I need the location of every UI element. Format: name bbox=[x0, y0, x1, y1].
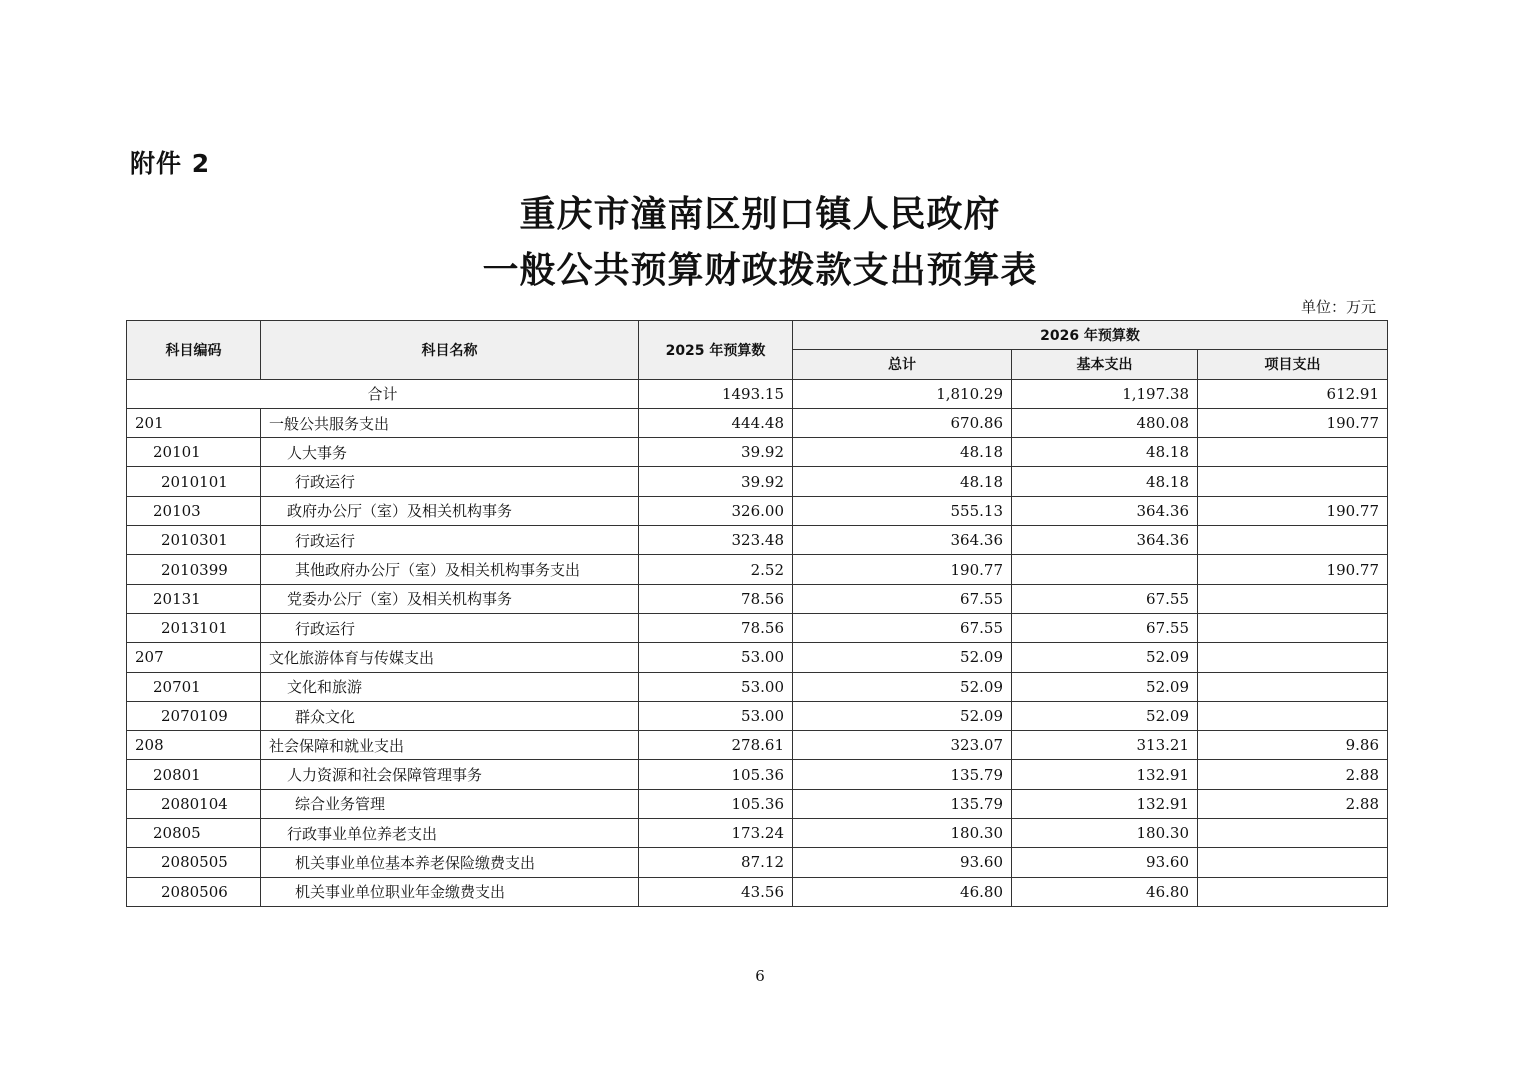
cell-name: 政府办公厅（室）及相关机构事务 bbox=[261, 496, 639, 525]
table-row bbox=[127, 643, 1388, 672]
cell-total: 52.09 bbox=[793, 701, 1012, 730]
cell-basic: 132.91 bbox=[1012, 760, 1198, 789]
cell-code: 2010301 bbox=[127, 526, 261, 555]
cell-budget-2025: 2.52 bbox=[639, 555, 793, 584]
total-project: 612.91 bbox=[1198, 379, 1388, 408]
header-name: 科目名称 bbox=[261, 321, 639, 380]
cell-total: 180.30 bbox=[793, 819, 1012, 848]
cell-basic: 364.36 bbox=[1012, 496, 1198, 525]
cell-code: 207 bbox=[127, 643, 261, 672]
cell-project bbox=[1198, 526, 1388, 555]
table-row bbox=[127, 555, 1388, 584]
cell-code: 208 bbox=[127, 731, 261, 760]
cell-code: 20101 bbox=[127, 438, 261, 467]
table-row bbox=[127, 760, 1388, 789]
cell-budget-2025: 173.24 bbox=[639, 819, 793, 848]
cell-budget-2025: 444.48 bbox=[639, 408, 793, 437]
cell-basic: 48.18 bbox=[1012, 438, 1198, 467]
table-row bbox=[127, 467, 1388, 496]
cell-budget-2025: 53.00 bbox=[639, 701, 793, 730]
cell-code: 2080506 bbox=[127, 877, 261, 906]
table-row bbox=[127, 496, 1388, 525]
cell-basic: 52.09 bbox=[1012, 672, 1198, 701]
cell-basic: 67.55 bbox=[1012, 613, 1198, 642]
cell-code: 20103 bbox=[127, 496, 261, 525]
cell-budget-2025: 53.00 bbox=[639, 643, 793, 672]
cell-total: 93.60 bbox=[793, 848, 1012, 877]
cell-basic: 132.91 bbox=[1012, 789, 1198, 818]
cell-project bbox=[1198, 848, 1388, 877]
table-row bbox=[127, 701, 1388, 730]
cell-total: 46.80 bbox=[793, 877, 1012, 906]
table-row bbox=[127, 731, 1388, 760]
cell-basic: 313.21 bbox=[1012, 731, 1198, 760]
cell-project: 190.77 bbox=[1198, 408, 1388, 437]
total-budget-2025: 1493.15 bbox=[639, 379, 793, 408]
cell-budget-2025: 39.92 bbox=[639, 438, 793, 467]
cell-project bbox=[1198, 701, 1388, 730]
cell-total: 135.79 bbox=[793, 760, 1012, 789]
table-body bbox=[127, 379, 1388, 906]
table-row bbox=[127, 584, 1388, 613]
cell-name: 其他政府办公厅（室）及相关机构事务支出 bbox=[261, 555, 639, 584]
cell-basic: 364.36 bbox=[1012, 526, 1198, 555]
cell-total: 190.77 bbox=[793, 555, 1012, 584]
cell-project: 190.77 bbox=[1198, 555, 1388, 584]
cell-total: 48.18 bbox=[793, 438, 1012, 467]
table-row bbox=[127, 408, 1388, 437]
cell-code: 20701 bbox=[127, 672, 261, 701]
cell-budget-2025: 53.00 bbox=[639, 672, 793, 701]
cell-name: 行政运行 bbox=[261, 526, 639, 555]
cell-name: 机关事业单位基本养老保险缴费支出 bbox=[261, 848, 639, 877]
cell-budget-2025: 87.12 bbox=[639, 848, 793, 877]
cell-name: 机关事业单位职业年金缴费支出 bbox=[261, 877, 639, 906]
cell-code: 2010399 bbox=[127, 555, 261, 584]
cell-total: 323.07 bbox=[793, 731, 1012, 760]
cell-basic: 46.80 bbox=[1012, 877, 1198, 906]
cell-name: 行政运行 bbox=[261, 467, 639, 496]
cell-total: 135.79 bbox=[793, 789, 1012, 818]
header-total: 总计 bbox=[793, 350, 1012, 379]
cell-name: 社会保障和就业支出 bbox=[261, 731, 639, 760]
budget-table bbox=[126, 320, 1388, 907]
cell-project bbox=[1198, 877, 1388, 906]
cell-budget-2025: 78.56 bbox=[639, 613, 793, 642]
cell-project: 2.88 bbox=[1198, 789, 1388, 818]
table-row bbox=[127, 789, 1388, 818]
cell-name: 群众文化 bbox=[261, 701, 639, 730]
header-code: 科目编码 bbox=[127, 321, 261, 380]
cell-code: 2080104 bbox=[127, 789, 261, 818]
cell-total: 555.13 bbox=[793, 496, 1012, 525]
cell-project: 2.88 bbox=[1198, 760, 1388, 789]
cell-basic bbox=[1012, 555, 1198, 584]
document-title-line2: 一般公共预算财政拨款支出预算表 bbox=[482, 249, 1038, 291]
cell-name: 综合业务管理 bbox=[261, 789, 639, 818]
cell-basic: 67.55 bbox=[1012, 584, 1198, 613]
cell-name: 行政运行 bbox=[261, 613, 639, 642]
cell-code: 201 bbox=[127, 408, 261, 437]
cell-code: 2010101 bbox=[127, 467, 261, 496]
cell-name: 文化旅游体育与传媒支出 bbox=[261, 643, 639, 672]
cell-total: 52.09 bbox=[793, 643, 1012, 672]
table-row bbox=[127, 672, 1388, 701]
cell-name: 文化和旅游 bbox=[261, 672, 639, 701]
cell-total: 67.55 bbox=[793, 613, 1012, 642]
attachment-label: 附件 2 bbox=[130, 149, 211, 178]
table-row bbox=[127, 819, 1388, 848]
table-row bbox=[127, 438, 1388, 467]
cell-total: 670.86 bbox=[793, 408, 1012, 437]
cell-budget-2025: 326.00 bbox=[639, 496, 793, 525]
cell-project bbox=[1198, 672, 1388, 701]
document-title-line1: 重庆市潼南区别口镇人民政府 bbox=[519, 193, 1001, 235]
cell-budget-2025: 323.48 bbox=[639, 526, 793, 555]
cell-basic: 52.09 bbox=[1012, 643, 1198, 672]
cell-code: 2080505 bbox=[127, 848, 261, 877]
total-basic: 1,197.38 bbox=[1012, 379, 1198, 408]
cell-project bbox=[1198, 584, 1388, 613]
cell-project bbox=[1198, 438, 1388, 467]
table-row bbox=[127, 877, 1388, 906]
cell-project bbox=[1198, 467, 1388, 496]
cell-budget-2025: 105.36 bbox=[639, 789, 793, 818]
cell-project bbox=[1198, 819, 1388, 848]
header-basic: 基本支出 bbox=[1012, 350, 1198, 379]
cell-project bbox=[1198, 613, 1388, 642]
cell-budget-2025: 39.92 bbox=[639, 467, 793, 496]
table-row bbox=[127, 848, 1388, 877]
cell-basic: 48.18 bbox=[1012, 467, 1198, 496]
cell-project bbox=[1198, 643, 1388, 672]
cell-basic: 52.09 bbox=[1012, 701, 1198, 730]
cell-name: 人力资源和社会保障管理事务 bbox=[261, 760, 639, 789]
cell-budget-2025: 78.56 bbox=[639, 584, 793, 613]
cell-budget-2025: 43.56 bbox=[639, 877, 793, 906]
cell-basic: 180.30 bbox=[1012, 819, 1198, 848]
total-row bbox=[127, 379, 1388, 408]
total-label: 合计 bbox=[127, 379, 639, 408]
table-row bbox=[127, 526, 1388, 555]
cell-code: 2070109 bbox=[127, 701, 261, 730]
cell-code: 20805 bbox=[127, 819, 261, 848]
cell-basic: 93.60 bbox=[1012, 848, 1198, 877]
cell-project: 190.77 bbox=[1198, 496, 1388, 525]
unit-label: 单位：万元 bbox=[1300, 298, 1376, 316]
cell-budget-2025: 278.61 bbox=[639, 731, 793, 760]
cell-budget-2025: 105.36 bbox=[639, 760, 793, 789]
total-total: 1,810.29 bbox=[793, 379, 1012, 408]
page-number: 6 bbox=[755, 967, 765, 985]
cell-code: 20131 bbox=[127, 584, 261, 613]
header-budget-2025: 2025 年预算数 bbox=[639, 321, 793, 380]
cell-total: 67.55 bbox=[793, 584, 1012, 613]
cell-total: 48.18 bbox=[793, 467, 1012, 496]
header-budget-2026: 2026 年预算数 bbox=[793, 321, 1388, 350]
cell-code: 20801 bbox=[127, 760, 261, 789]
cell-total: 52.09 bbox=[793, 672, 1012, 701]
cell-name: 一般公共服务支出 bbox=[261, 408, 639, 437]
header-project: 项目支出 bbox=[1198, 350, 1388, 379]
cell-name: 人大事务 bbox=[261, 438, 639, 467]
cell-name: 党委办公厅（室）及相关机构事务 bbox=[261, 584, 639, 613]
cell-total: 364.36 bbox=[793, 526, 1012, 555]
cell-code: 2013101 bbox=[127, 613, 261, 642]
table-row bbox=[127, 613, 1388, 642]
cell-basic: 480.08 bbox=[1012, 408, 1198, 437]
cell-project: 9.86 bbox=[1198, 731, 1388, 760]
cell-name: 行政事业单位养老支出 bbox=[261, 819, 639, 848]
